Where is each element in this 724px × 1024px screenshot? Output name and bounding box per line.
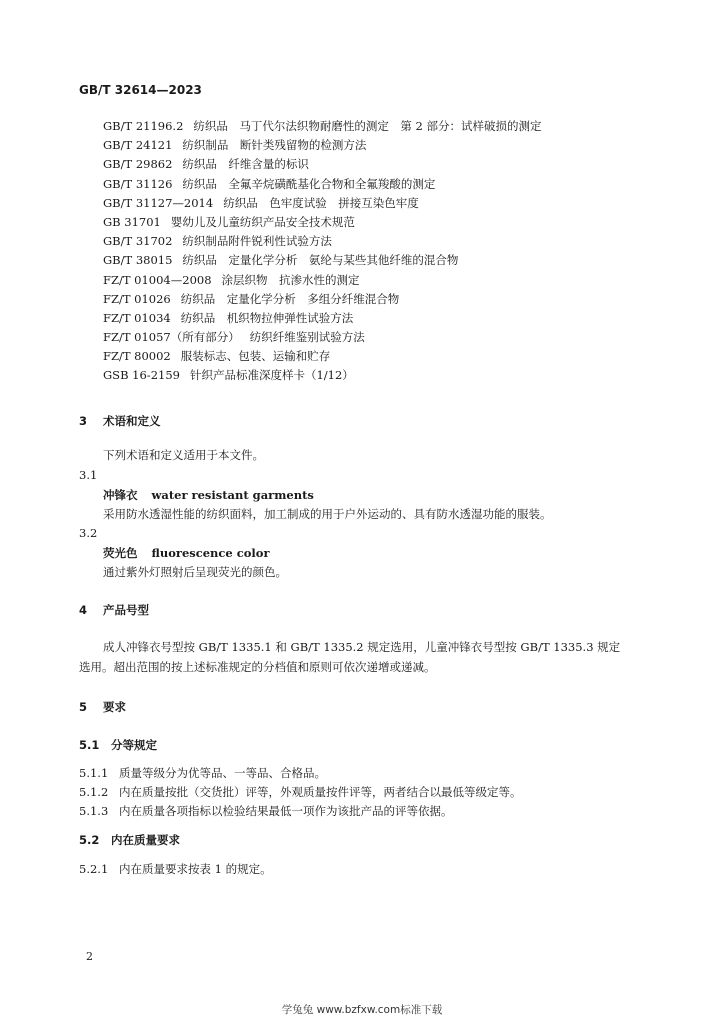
section-number: 4 bbox=[79, 603, 88, 617]
reference-code: FZ/T 01026 bbox=[103, 291, 171, 306]
normative-references-list bbox=[103, 117, 663, 386]
section-3-heading bbox=[79, 413, 161, 429]
standard-code: GB/T 32614—2023 bbox=[79, 83, 202, 97]
subsection-5-2-heading bbox=[79, 832, 180, 848]
term-heading bbox=[103, 487, 314, 503]
term-definition: 通过紫外灯照射后呈现荧光的颜色。 bbox=[103, 565, 287, 579]
clause-number: 5.1.2 bbox=[79, 785, 109, 799]
subsection-5-1-heading bbox=[79, 737, 157, 753]
reference-item bbox=[103, 271, 663, 290]
section-5-heading bbox=[79, 699, 126, 715]
reference-title: 纺织纤维鉴别试验方法 bbox=[249, 330, 365, 345]
term-heading bbox=[103, 545, 270, 561]
reference-title: 纺织制品 断针类残留物的检测方法 bbox=[182, 138, 367, 153]
section-number: 5.2 bbox=[79, 833, 100, 847]
clause-number: 5.1.1 bbox=[79, 766, 109, 780]
term-number: 3.1 bbox=[79, 468, 98, 482]
reference-title: 纺织制品附件锐利性试验方法 bbox=[182, 234, 332, 249]
reference-code: FZ/T 01034 bbox=[103, 310, 171, 325]
reference-item bbox=[103, 155, 663, 174]
section-title: 产品号型 bbox=[103, 603, 149, 617]
reference-item bbox=[103, 290, 663, 309]
reference-item bbox=[103, 366, 663, 385]
reference-item bbox=[103, 213, 663, 232]
reference-item bbox=[103, 328, 663, 347]
section-number: 3 bbox=[79, 414, 88, 428]
reference-item bbox=[103, 117, 663, 136]
section-number: 5 bbox=[79, 700, 88, 714]
reference-title: 服装标志、包装、运输和贮存 bbox=[180, 349, 331, 364]
reference-code: GB/T 21196.2 bbox=[103, 119, 184, 133]
reference-title: 纺织品 定量化学分析 氨纶与某些其他纤维的混合物 bbox=[182, 253, 459, 268]
clause-item bbox=[79, 861, 272, 877]
term-number: 3.2 bbox=[79, 526, 98, 540]
section-4-body-line1: 成人冲锋衣号型按 GB/T 1335.1 和 GB/T 1335.2 规定选用，儿童冲锋衣号型按 GB/T 1335.3 规定 bbox=[103, 640, 621, 654]
page-number: 2 bbox=[86, 950, 93, 963]
reference-code: GB/T 31126 bbox=[103, 176, 173, 191]
reference-code: GB/T 38015 bbox=[103, 253, 173, 268]
section-3-intro: 下列术语和定义适用于本文件。 bbox=[103, 448, 264, 462]
reference-code: FZ/T 80002 bbox=[103, 349, 171, 364]
clause-text: 质量等级分为优等品、一等品、合格品。 bbox=[119, 766, 326, 780]
section-4-heading bbox=[79, 602, 149, 618]
clause-item bbox=[79, 803, 453, 819]
section-number: 5.1 bbox=[79, 738, 100, 752]
reference-title: 针织产品标准深度样卡（1/12） bbox=[189, 368, 354, 383]
reference-code: GB/T 31702 bbox=[103, 234, 173, 249]
reference-title: 纺织品 定量化学分析 多组分纤维混合物 bbox=[180, 291, 400, 306]
section-title: 分等规定 bbox=[111, 738, 157, 752]
term-en: fluorescence color bbox=[151, 546, 270, 560]
clause-number: 5.2.1 bbox=[79, 862, 109, 876]
section-title: 术语和定义 bbox=[103, 414, 161, 428]
footer-watermark: 学兔兔 www.bzfxw.com标准下载 bbox=[281, 1004, 443, 1016]
reference-item bbox=[103, 309, 663, 328]
term-zh: 冲锋衣 bbox=[103, 488, 138, 502]
clause-text: 内在质量按批（交货批）评等，外观质量按件评等，两者结合以最低等级定等。 bbox=[119, 785, 522, 799]
reference-item bbox=[103, 251, 663, 270]
reference-item bbox=[103, 194, 663, 213]
reference-item bbox=[103, 232, 663, 251]
section-title: 要求 bbox=[103, 700, 126, 714]
reference-item bbox=[103, 136, 663, 155]
reference-title: 纺织品 全氟辛烷磺酰基化合物和全氟羧酸的测定 bbox=[182, 176, 436, 191]
reference-title: 涂层织物 抗渗水性的测定 bbox=[221, 272, 360, 287]
section-title: 内在质量要求 bbox=[111, 833, 180, 847]
term-definition: 采用防水透湿性能的纺织面料，加工制成的用于户外运动的、具有防水透湿功能的服装。 bbox=[103, 507, 552, 521]
reference-code: GB/T 31127—2014 bbox=[103, 195, 214, 210]
clause-number: 5.1.3 bbox=[79, 804, 109, 818]
reference-code: FZ/T 01004—2008 bbox=[103, 272, 212, 287]
term-zh: 荧光色 bbox=[103, 546, 138, 560]
reference-code: GSB 16-2159 bbox=[103, 368, 180, 383]
reference-title: 婴幼儿及儿童纺织产品安全技术规范 bbox=[170, 214, 355, 229]
reference-item bbox=[103, 347, 663, 366]
section-4-body-line2: 选用。超出范围的按上述标准规定的分档值和原则可依次递增或递减。 bbox=[79, 660, 436, 674]
reference-code: GB 31701 bbox=[103, 214, 161, 229]
reference-title: 纺织品 纤维含量的标识 bbox=[182, 157, 309, 172]
clause-item bbox=[79, 765, 326, 781]
clause-text: 内在质量要求按表 1 的规定。 bbox=[119, 862, 272, 876]
term-en: water resistant garments bbox=[151, 488, 314, 502]
reference-title: 纺织品 马丁代尔法织物耐磨性的测定 第 2 部分：试样破损的测定 bbox=[193, 119, 542, 133]
clause-text: 内在质量各项指标以检验结果最低一项作为该批产品的评等依据。 bbox=[119, 804, 453, 818]
reference-title: 纺织品 色牢度试验 拼接互染色牢度 bbox=[223, 195, 419, 210]
reference-code: FZ/T 01057（所有部分） bbox=[103, 330, 240, 345]
reference-code: GB/T 24121 bbox=[103, 138, 173, 153]
reference-title: 纺织品 机织物拉伸弹性试验方法 bbox=[180, 310, 354, 325]
reference-item bbox=[103, 175, 663, 194]
reference-code: GB/T 29862 bbox=[103, 157, 173, 172]
clause-item bbox=[79, 784, 522, 800]
